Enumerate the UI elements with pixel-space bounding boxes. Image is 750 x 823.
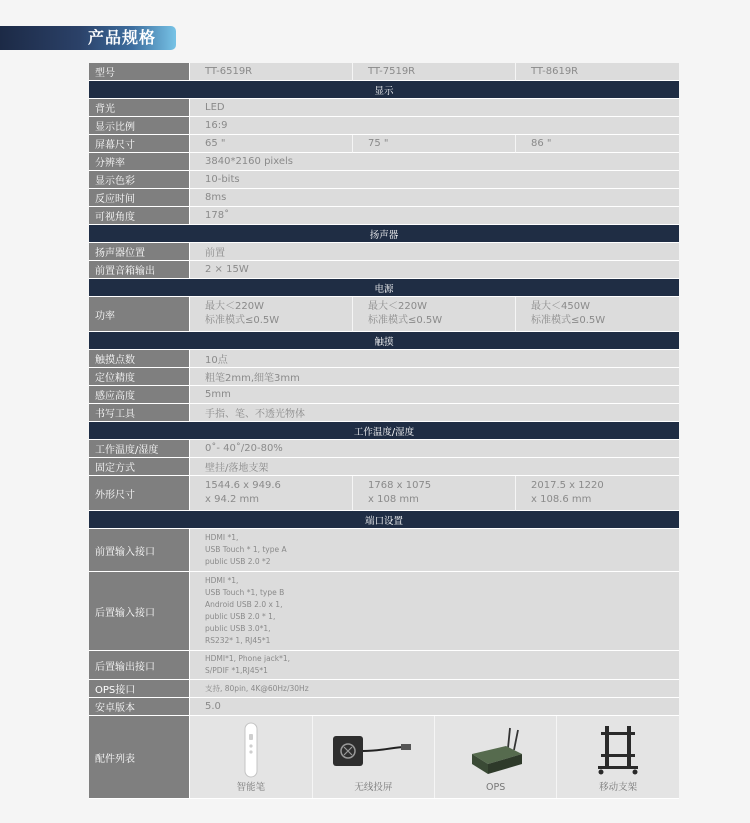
section-header: 端口设置 <box>89 511 679 529</box>
section-header: 工作温度/湿度 <box>89 422 679 440</box>
spec-row <box>89 117 679 135</box>
accessories-row <box>89 716 679 799</box>
spec-row <box>89 261 679 279</box>
row-value: 最大＜450W 标准模式≤0.5W <box>516 297 679 332</box>
row-label: 可视角度 <box>89 207 190 225</box>
row-label: 功率 <box>89 297 190 332</box>
spec-row <box>89 458 679 476</box>
row-value: 手指、笔、不透光物体 <box>190 404 679 422</box>
row-value: 最大＜220W 标准模式≤0.5W <box>190 297 353 332</box>
row-label: 分辨率 <box>89 153 190 171</box>
row-value: LED <box>190 99 679 117</box>
accessory-label: 移动支架 <box>599 782 638 793</box>
wireless-dongle-icon <box>331 734 415 768</box>
model-cell: TT-8619R <box>516 63 679 81</box>
row-label: 书写工具 <box>89 404 190 422</box>
spec-row <box>89 171 679 189</box>
accessory-label: 智能笔 <box>236 782 266 793</box>
row-label: 屏幕尺寸 <box>89 135 190 153</box>
row-value: 前置 <box>190 243 679 261</box>
spec-row <box>89 153 679 171</box>
row-label: 显示比例 <box>89 117 190 135</box>
row-label: 前置音箱输出 <box>89 261 190 279</box>
row-value: 粗笔2mm,细笔3mm <box>190 368 679 386</box>
row-label: 固定方式 <box>89 458 190 476</box>
spec-row <box>89 99 679 117</box>
row-label: 背光 <box>89 99 190 117</box>
row-label: 前置输入接口 <box>89 529 190 572</box>
spec-row <box>89 572 679 651</box>
row-value: 8ms <box>190 189 679 207</box>
row-value: HDMI *1, USB Touch *1, type B Android USB 2.0 x 1, public USB 2.0 * 1, public USB 3.0*1, RS232* 1, RJ45*1 <box>190 572 679 651</box>
page-title: 产品规格 <box>88 28 157 47</box>
row-value: 3840*2160 pixels <box>190 153 679 171</box>
row-value: 0˚- 40˚/20-80% <box>190 440 679 458</box>
row-value: HDMI*1, Phone jack*1, S/PDIF *1,RJ45*1 <box>190 651 679 680</box>
spec-row <box>89 243 679 261</box>
model-cell: TT-7519R <box>353 63 516 81</box>
row-label: 定位精度 <box>89 368 190 386</box>
row-label: OPS接口 <box>89 680 190 698</box>
row-value: 1768 x 1075 x 108 mm <box>353 476 516 511</box>
row-value: 2 × 15W <box>190 261 679 279</box>
accessory-item <box>435 716 557 799</box>
accessory-label: OPS <box>486 782 506 793</box>
row-value: 65 " <box>190 135 353 153</box>
spec-row <box>89 297 679 332</box>
row-value: 支持, 80pin, 4K@60Hz/30Hz <box>190 680 679 698</box>
row-value: 5mm <box>190 386 679 404</box>
spec-row <box>89 386 679 404</box>
row-label: 后置输出接口 <box>89 651 190 680</box>
row-label: 工作温度/湿度 <box>89 440 190 458</box>
row-label: 配件列表 <box>89 716 190 799</box>
row-label: 显示色彩 <box>89 171 190 189</box>
section-header: 触摸 <box>89 332 679 350</box>
title-banner <box>0 26 176 50</box>
spec-row <box>89 207 679 225</box>
spec-row <box>89 651 679 680</box>
row-label: 后置输入接口 <box>89 572 190 651</box>
row-label: 型号 <box>89 63 190 81</box>
row-value: 2017.5 x 1220 x 108.6 mm <box>516 476 679 511</box>
row-value: 最大＜220W 标准模式≤0.5W <box>353 297 516 332</box>
accessory-item <box>557 716 679 799</box>
row-label: 感应高度 <box>89 386 190 404</box>
accessory-item <box>190 716 312 799</box>
row-value: 75 " <box>353 135 516 153</box>
spec-row <box>89 404 679 422</box>
smart-pen-icon <box>241 722 261 780</box>
row-value: 5.0 <box>190 698 679 716</box>
row-value: 壁挂/落地支架 <box>190 458 679 476</box>
section-header: 扬声器 <box>89 225 679 243</box>
row-label: 反应时间 <box>89 189 190 207</box>
spec-row <box>89 189 679 207</box>
spec-row <box>89 476 679 511</box>
row-label: 外形尺寸 <box>89 476 190 511</box>
row-label: 扬声器位置 <box>89 243 190 261</box>
accessory-item <box>312 716 434 799</box>
row-value: 86 " <box>516 135 679 153</box>
ops-box-icon <box>466 726 526 776</box>
section-header: 电源 <box>89 279 679 297</box>
row-value: 178˚ <box>190 207 679 225</box>
row-value: 1544.6 x 949.6 x 94.2 mm <box>190 476 353 511</box>
row-value: 10-bits <box>190 171 679 189</box>
model-cell: TT-6519R <box>190 63 353 81</box>
row-value: 10点 <box>190 350 679 368</box>
row-label: 触摸点数 <box>89 350 190 368</box>
spec-row <box>89 350 679 368</box>
spec-row <box>89 698 679 716</box>
spec-row <box>89 440 679 458</box>
accessory-label: 无线投屏 <box>354 782 393 793</box>
spec-table <box>89 63 679 799</box>
spec-row <box>89 529 679 572</box>
section-header: 显示 <box>89 81 679 99</box>
row-value: 16:9 <box>190 117 679 135</box>
row-value: HDMI *1, USB Touch * 1, type A public USB 2.0 *2 <box>190 529 679 572</box>
row-label: 安卓版本 <box>89 698 190 716</box>
spec-row <box>89 680 679 698</box>
model-row <box>89 63 679 81</box>
spec-row <box>89 135 679 153</box>
spec-row <box>89 368 679 386</box>
mobile-stand-icon <box>596 724 640 776</box>
